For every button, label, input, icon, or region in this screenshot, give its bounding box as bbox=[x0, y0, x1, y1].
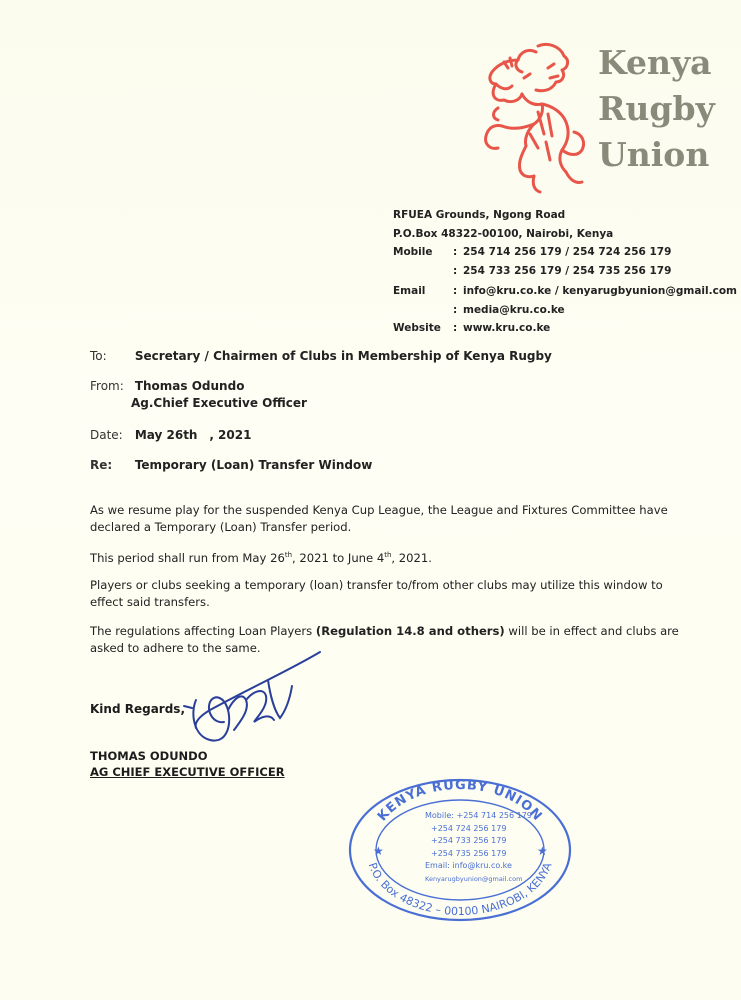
svg-text:★: ★ bbox=[537, 844, 548, 858]
memo-from-title bbox=[131, 396, 307, 410]
org-name-line: Kenya bbox=[598, 43, 712, 82]
body-paragraph: Players or clubs seeking a temporary (loan) transfer to/from other clubs may utilize this window to effect said transfers. bbox=[90, 578, 663, 609]
stamp-email: Email: info@kru.co.ke bbox=[425, 861, 512, 870]
email-addresses: info@kru.co.ke / kenyarugbyunion@gmail.com bbox=[463, 285, 737, 297]
from-name: Thomas Odundo bbox=[134, 379, 245, 393]
website-label: Website bbox=[393, 322, 441, 334]
signature-mark bbox=[170, 640, 340, 750]
org-name bbox=[598, 40, 715, 178]
re-value: Temporary (Loan) Transfer Window bbox=[134, 458, 373, 472]
address-line: P.O.Box 48322-00100, Nairobi, Kenya bbox=[393, 227, 614, 240]
address-line: RFUEA Grounds, Ngong Road bbox=[393, 209, 566, 221]
signatory-name: THOMAS ODUNDO bbox=[90, 749, 208, 763]
email-label: Email bbox=[393, 285, 426, 297]
from-label: From: bbox=[90, 379, 124, 393]
separator: : bbox=[453, 285, 458, 297]
body-paragraph: The regulations affecting Loan Players (Regulation 14.8 and others) will be in effect and clubs are asked to adhere to the same. bbox=[90, 624, 679, 655]
email-address: media@kru.co.ke bbox=[463, 303, 565, 316]
stamp-details: Mobile: +254 714 256 179 +254 724 256 179 +254 733 256 179 +254 735 256 179 Email: info@kru.co.ke Kenyarugbyunion@gmail.com bbox=[425, 810, 532, 885]
body-paragraph: As we resume play for the suspended Kenya Cup League, the League and Fixtures Committee have declared a Temporary (Loan) Transfer period. bbox=[90, 503, 668, 534]
date-label: Date: bbox=[90, 428, 123, 442]
contact-block bbox=[393, 206, 737, 338]
memo-from bbox=[90, 379, 244, 393]
memo-to bbox=[90, 349, 552, 363]
from-title: Ag.Chief Executive Officer bbox=[131, 396, 307, 410]
re-label: Re: bbox=[90, 458, 113, 472]
to-value: Secretary / Chairmen of Clubs in Membership of Kenya Rugby bbox=[134, 349, 552, 363]
to-label: To: bbox=[90, 349, 107, 363]
separator: : bbox=[453, 246, 458, 258]
stamp-mobile-label: Mobile: bbox=[425, 811, 454, 820]
mobile-numbers: 254 714 256 179 / 254 724 256 179 bbox=[463, 246, 672, 258]
date-year: , 2021 bbox=[209, 428, 252, 442]
separator: : bbox=[453, 322, 458, 334]
org-name-line: Rugby bbox=[598, 89, 715, 128]
svg-text:★: ★ bbox=[373, 844, 384, 858]
separator: : bbox=[453, 264, 458, 277]
svg-text:P.O. Box 48322 – 00100 NAIROBI: P.O. Box 48322 – 00100 NAIROBI, KENYA bbox=[365, 860, 555, 919]
closing-regards: Kind Regards, bbox=[90, 702, 185, 716]
mobile-numbers: 254 733 256 179 / 254 735 256 179 bbox=[463, 264, 672, 277]
separator: : bbox=[453, 303, 458, 316]
signatory-title: AG CHIEF EXECUTIVE OFFICER bbox=[90, 765, 285, 779]
website-url: www.kru.co.ke bbox=[463, 322, 551, 334]
body-paragraph: This period shall run from May 26th, 2021 to June 4th, 2021. bbox=[90, 550, 432, 565]
stamp-email2: Kenyarugbyunion@gmail.com bbox=[425, 874, 523, 883]
signatory bbox=[90, 748, 285, 780]
memo-date bbox=[90, 428, 251, 442]
lion-logo-icon bbox=[478, 38, 596, 198]
mobile-label: Mobile bbox=[393, 246, 433, 258]
memo-re bbox=[90, 458, 372, 472]
org-name-line: Union bbox=[598, 135, 710, 174]
svg-text:KENYA RUGBY UNION: KENYA RUGBY UNION bbox=[374, 777, 546, 825]
date-day: May 26th bbox=[134, 428, 198, 442]
